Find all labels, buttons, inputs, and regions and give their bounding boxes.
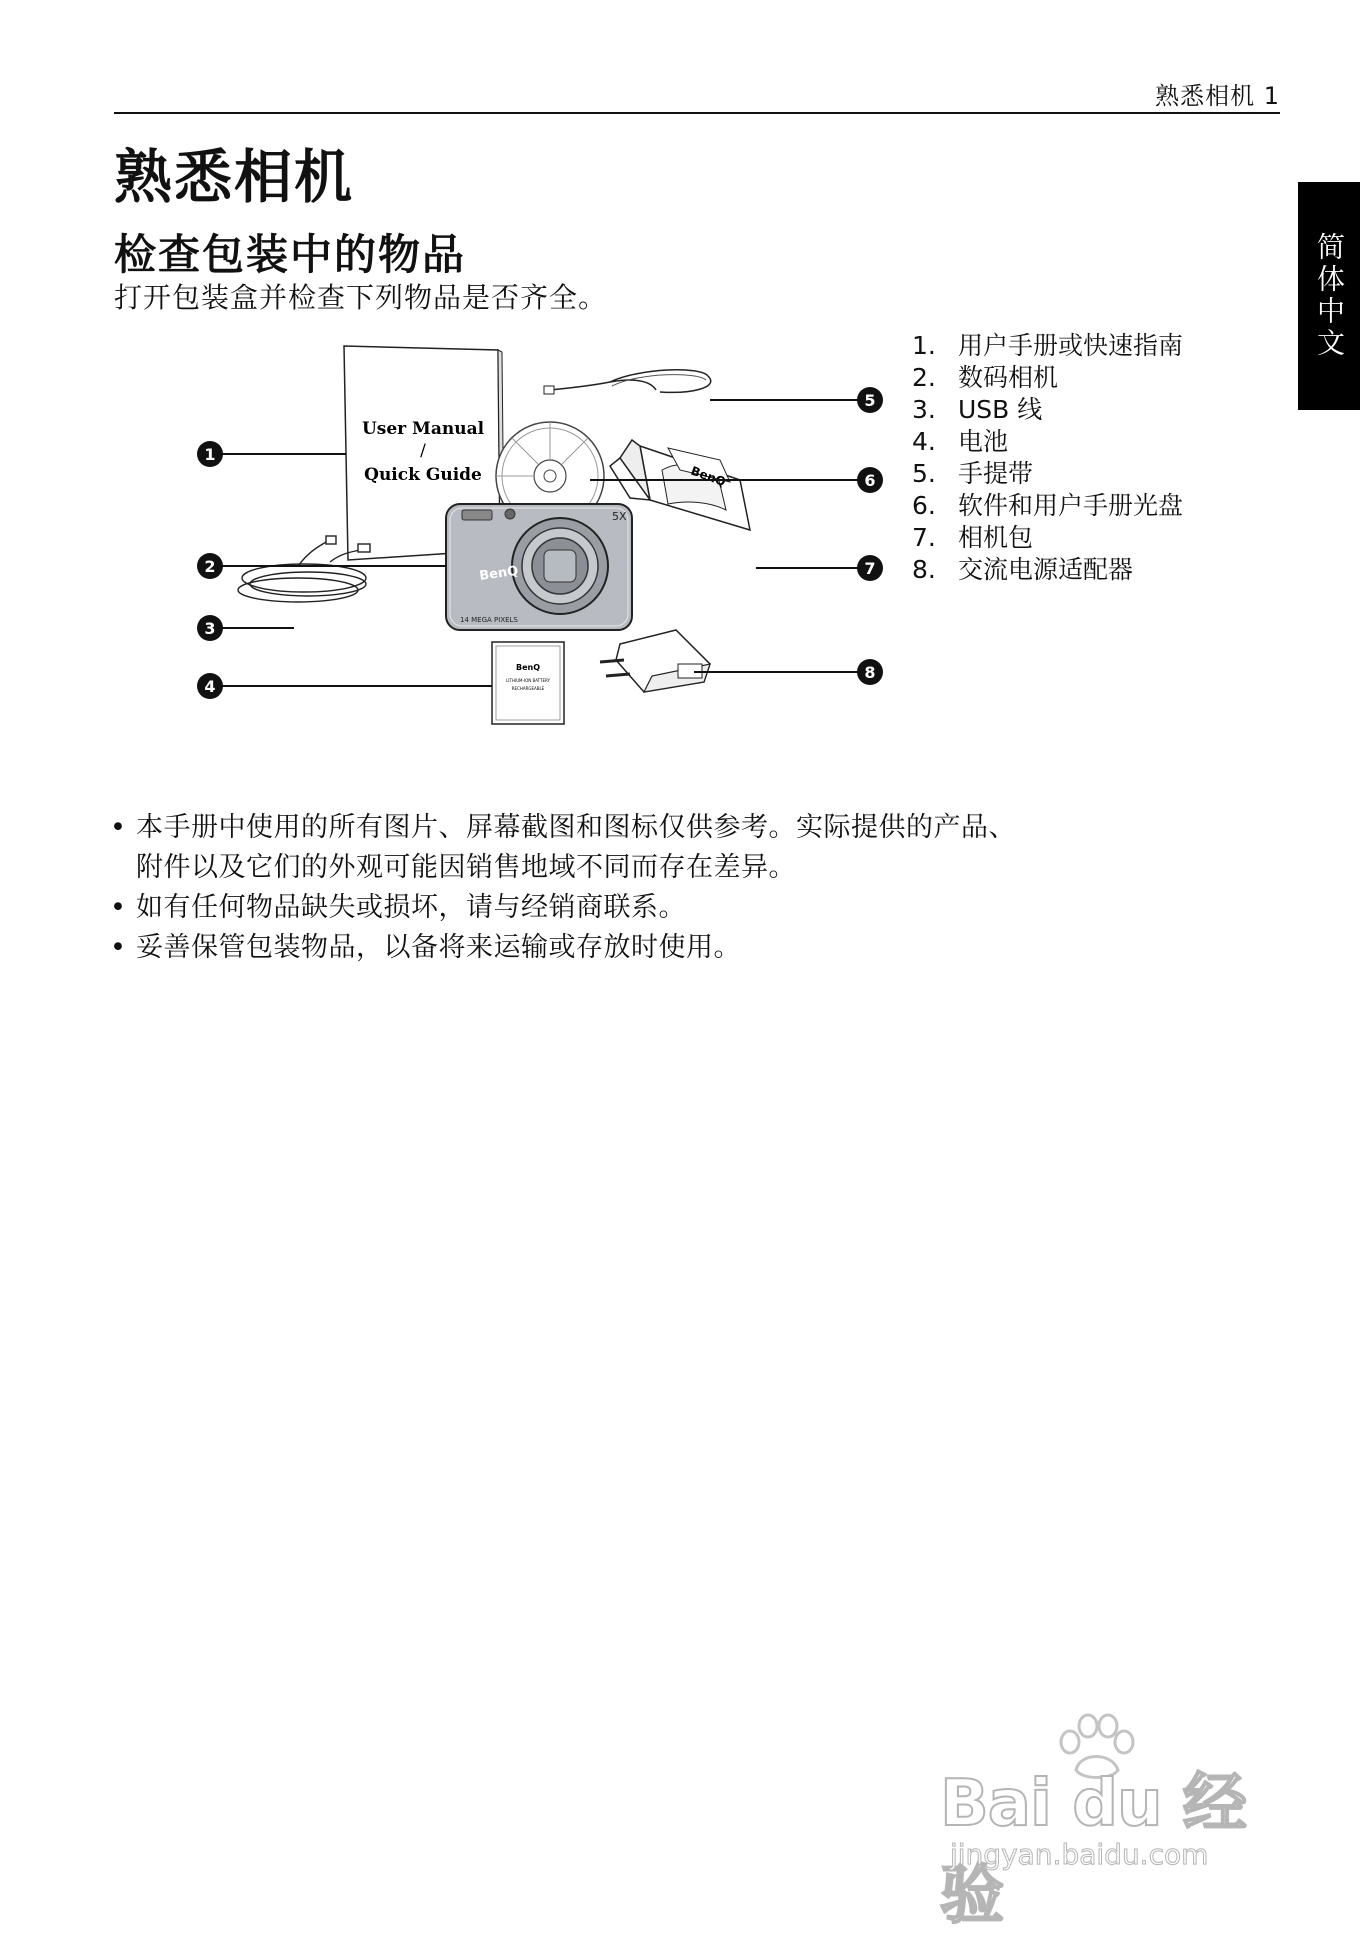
note-text: 如有任何物品缺失或损坏，请与经销商联系。: [136, 892, 686, 923]
manual-title-line3: Quick Guide: [364, 465, 482, 485]
list-item: [912, 554, 1183, 586]
callout-7-label: 7: [864, 559, 876, 578]
battery-brand: BenQ: [515, 663, 541, 672]
intro-text: 打开包装盒并检查下列物品是否齐全。: [114, 281, 608, 314]
item-label: USB 线: [958, 395, 1043, 424]
list-item: [912, 362, 1183, 394]
callout-5-label: 5: [864, 391, 876, 410]
manual-title-line1: User Manual: [361, 419, 485, 439]
list-item: [912, 490, 1183, 522]
language-tab: [1298, 182, 1360, 410]
item-label: 手提带: [958, 459, 1034, 488]
callout-2-label: 2: [204, 557, 216, 576]
item-label: 相机包: [958, 523, 1034, 552]
watermark-url: jingyan.baidu.com: [950, 1838, 1209, 1871]
item-label: 交流电源适配器: [958, 555, 1134, 584]
section-title: 检查包装中的物品: [114, 230, 467, 279]
camera-megapixels: 14 MEGA PIXELS: [460, 616, 518, 624]
language-tab-label: 简体中文: [1313, 232, 1346, 360]
note-bullet: •: [110, 892, 127, 923]
item-number: 1.: [912, 331, 936, 360]
note-bullet: •: [110, 932, 127, 963]
callout-7: [857, 555, 883, 581]
item-number: 6.: [912, 491, 936, 520]
callout-3: [197, 615, 223, 641]
camera-brand: BenQ: [478, 563, 520, 584]
watermark-main: Bai du 经验: [940, 1767, 1246, 1933]
callout-6: [857, 467, 883, 493]
note-item: [110, 888, 1016, 928]
callout-4: [197, 673, 223, 699]
header-text: 熟悉相机 1: [1155, 82, 1280, 110]
camera-zoom: 5X: [612, 510, 627, 523]
callout-8-label: 8: [864, 663, 876, 682]
ac-adapter-illustration: [600, 630, 710, 692]
note-text: 妥善保管包装物品，以备将来运输或存放时使用。: [136, 932, 741, 963]
list-item: [912, 458, 1183, 490]
manual-title-line2: /: [420, 441, 426, 461]
note-item: [110, 808, 1016, 848]
list-item: [912, 330, 1183, 362]
list-item: [912, 394, 1183, 426]
callout-1: [197, 441, 223, 467]
item-label: 数码相机: [958, 363, 1059, 392]
case-brand: BenQ: [688, 463, 728, 490]
item-number: 8.: [912, 555, 936, 584]
callout-4-label: 4: [204, 677, 216, 696]
note-item: [110, 848, 1016, 888]
note-bullet: •: [110, 812, 127, 843]
item-number: 7.: [912, 523, 936, 552]
callout-2: [197, 553, 223, 579]
item-label: 软件和用户手册光盘: [958, 491, 1184, 520]
battery-line1: LITHIUM-ION BATTERY: [506, 678, 550, 683]
callout-5: [857, 387, 883, 413]
package-item-list: [912, 330, 1183, 586]
list-item: [912, 522, 1183, 554]
item-label: 用户手册或快速指南: [958, 331, 1184, 360]
list-item: [912, 426, 1183, 458]
item-number: 3.: [912, 395, 936, 424]
item-number: 5.: [912, 459, 936, 488]
note-item: [110, 928, 1016, 968]
item-label: 电池: [958, 427, 1009, 456]
battery-illustration: [492, 642, 564, 724]
note-bullet: [110, 848, 136, 888]
page-title: 熟悉相机: [114, 143, 355, 211]
header-rule: [114, 112, 1280, 114]
baidu-watermark: [940, 1712, 1270, 1933]
note-text: 本手册中使用的所有图片、屏幕截图和图标仅供参考。实际提供的产品、: [136, 812, 1016, 843]
battery-line2: RECHARGEABLE: [511, 686, 545, 691]
callout-3-label: 3: [204, 619, 216, 638]
package-contents-illustration: [180, 330, 900, 730]
strap-illustration: [544, 370, 711, 394]
note-text: 附件以及它们的外观可能因销售地域不同而存在差异。: [136, 852, 796, 883]
notes-list: [110, 808, 1016, 968]
camera-illustration: [446, 504, 632, 630]
item-number: 4.: [912, 427, 936, 456]
callout-8: [857, 659, 883, 685]
callout-6-label: 6: [864, 471, 876, 490]
item-number: 2.: [912, 363, 936, 392]
callout-1-label: 1: [204, 445, 216, 464]
